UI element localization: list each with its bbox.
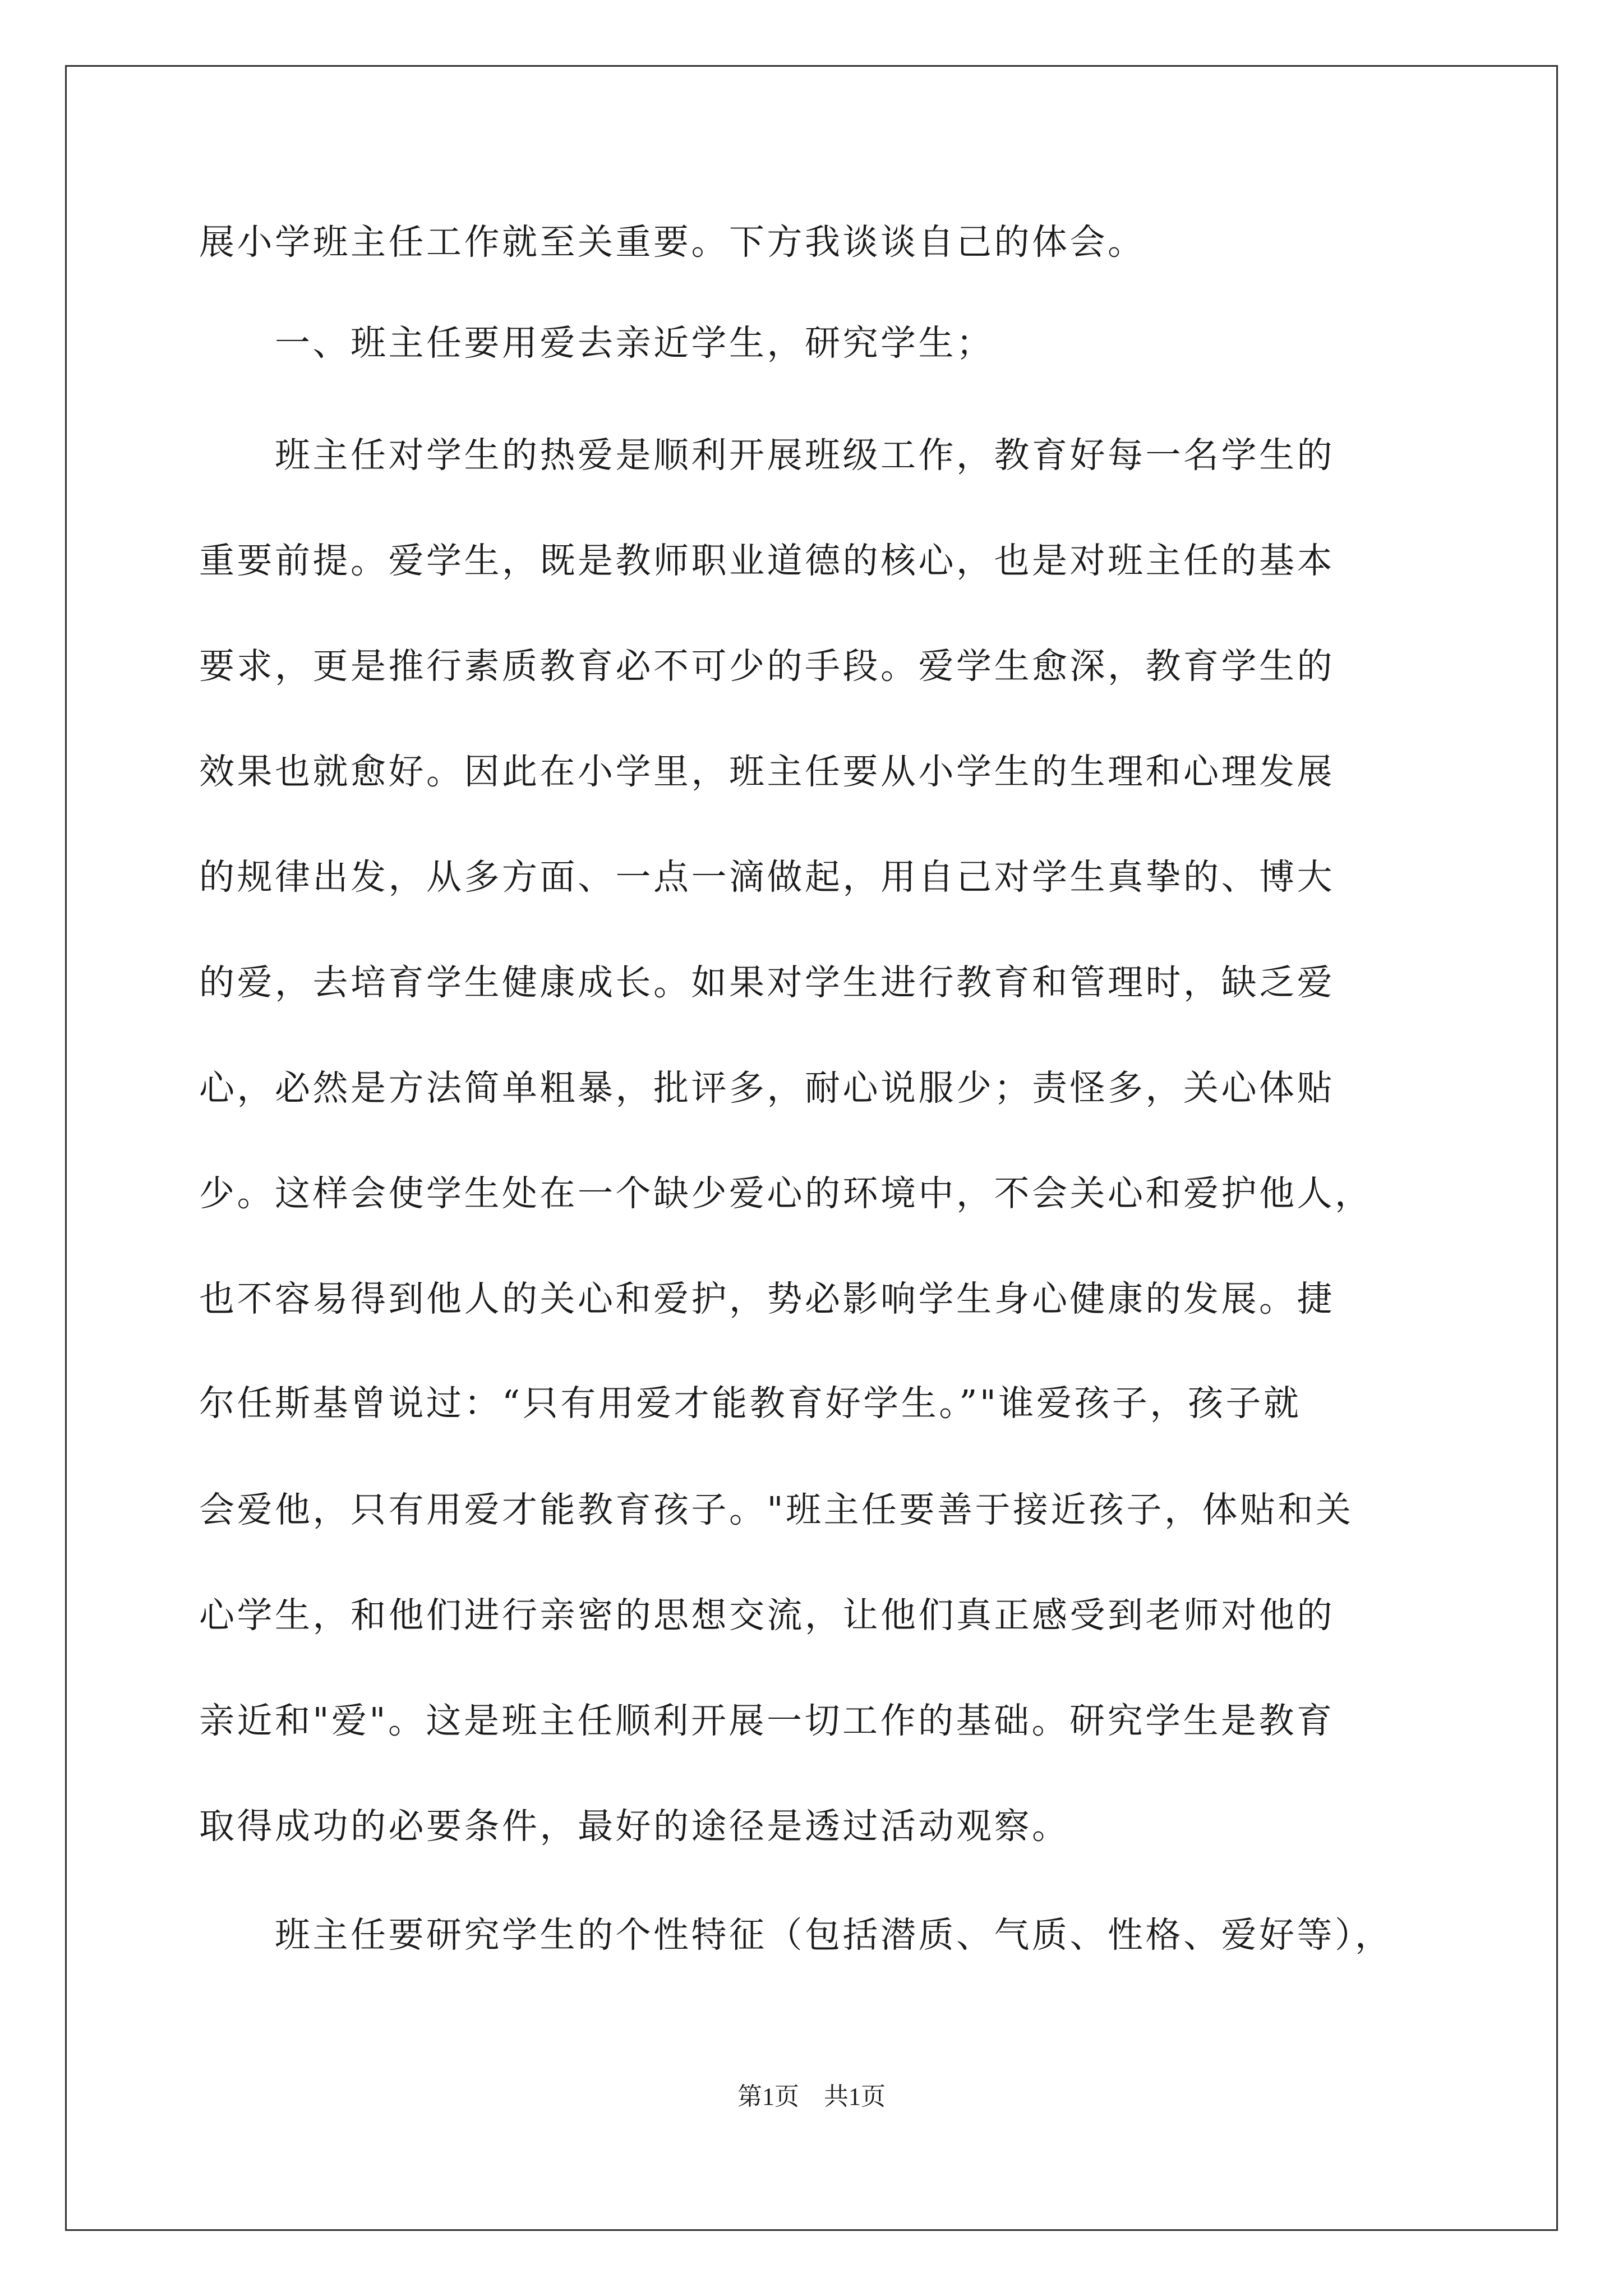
page-number-footer: 第1页 共1页 <box>737 2083 886 2110</box>
text-line: 少。这样会使学生处在一个缺少爱心的环境中，不会关心和爱护他人， <box>199 1173 1373 1214</box>
text-line: 班主任对学生的热爱是顺利开展班级工作，教育好每一名学生的 <box>199 435 1335 476</box>
text-line: 要求，更是推行素质教育必不可少的手段。爱学生愈深，教育学生的 <box>199 646 1335 687</box>
text-line: 心学生，和他们进行亲密的思想交流，让他们真正感受到老师对他的 <box>199 1595 1335 1636</box>
text-line: 亲近和"爱"。这是班主任顺利开展一切工作的基础。研究学生是教育 <box>199 1700 1335 1741</box>
page-border <box>65 65 1558 2231</box>
text-line: 取得成功的必要条件，最好的途径是透过活动观察。 <box>199 1806 1070 1847</box>
text-line: 班主任要研究学生的个性特征（包括潜质、气质、性格、爱好等）， <box>199 1915 1393 1955</box>
text-line: 的规律出发，从多方面、一点一滴做起，用自己对学生真挚的、博大 <box>199 857 1335 898</box>
text-line: 展小学班主任工作就至关重要。下方我谈谈自己的体会。 <box>199 222 1146 263</box>
text-line: 也不容易得到他人的关心和爱护，势必影响学生身心健康的发展。捷 <box>199 1278 1335 1319</box>
section-heading: 一、班主任要用爱去亲近学生，研究学生； <box>199 323 994 364</box>
text-line: 心，必然是方法简单粗暴，批评多，耐心说服少；责怪多，关心体贴 <box>199 1068 1335 1108</box>
text-line: 效果也就愈好。因此在小学里，班主任要从小学生的生理和心理发展 <box>199 751 1335 792</box>
text-line: 的爱，去培育学生健康成长。如果对学生进行教育和管理时，缺乏爱 <box>199 962 1335 1003</box>
text-line: 重要前提。爱学生，既是教师职业道德的核心，也是对班主任的基本 <box>199 540 1335 581</box>
text-line: 尔任斯基曾说过：“只有用爱才能教育好学生。”"谁爱孩子，孩子就 <box>199 1383 1302 1424</box>
text-line: 会爱他，只有用爱才能教育孩子。"班主任要善于接近孩子，体贴和关 <box>199 1489 1354 1530</box>
